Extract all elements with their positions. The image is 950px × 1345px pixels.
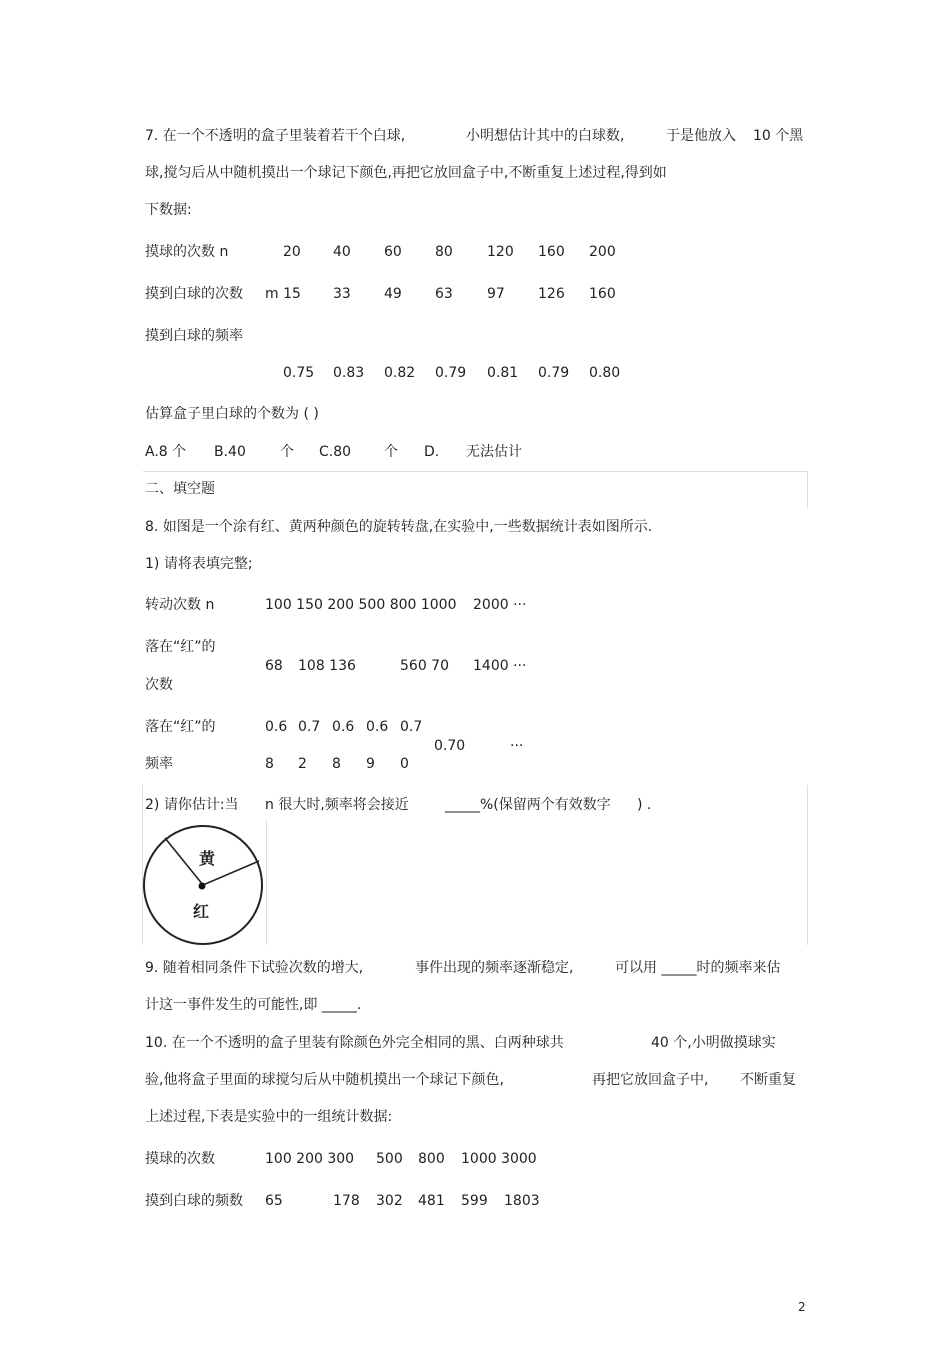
q7-row2-cell: 49 <box>384 286 402 302</box>
q10-row1-cell: 800 <box>418 1151 445 1167</box>
q9-line1-b: 事件出现的频率逐渐稳定, <box>415 960 574 976</box>
q7-option-c: C.80 <box>319 444 352 460</box>
q8-sub2-b: n 很大时,频率将会接近 <box>265 797 409 813</box>
q8-row3-dots: ··· <box>510 738 524 754</box>
q8-row3-bottom: 2 <box>298 756 307 772</box>
q7-row3-label: 摸到白球的频率 <box>145 328 243 344</box>
spinner-figure <box>140 822 266 948</box>
q7-row3-cell: 0.83 <box>333 365 365 381</box>
q8-row3-top: 0.7 <box>400 719 423 735</box>
q8-row2-cell: 68 <box>265 658 283 674</box>
q8-sub1: 1) 请将表填完整; <box>145 556 253 572</box>
q7-row1-cell: 160 <box>538 244 565 260</box>
q7-line1-a: 7. 在一个不透明的盒子里装着若干个白球, <box>145 128 406 144</box>
q8-row2-label-a: 落在“红”的 <box>145 639 216 655</box>
q10-row2-cell: 599 <box>461 1193 488 1209</box>
q8-sub2-a: 2) 请你估计:当 <box>145 797 239 813</box>
q7-line3: 下数据: <box>145 202 192 218</box>
q10-line2-b: 再把它放回盒子中, <box>592 1072 709 1088</box>
q8-row3-mid: 0.70 <box>434 738 466 754</box>
q7-row3-cell: 0.79 <box>435 365 467 381</box>
q8-row2-cell: 1400 ··· <box>473 658 527 674</box>
q10-row1-cell: 1000 3000 <box>461 1151 537 1167</box>
figure-divider-rule <box>266 820 267 945</box>
q8-row3-bottom: 9 <box>366 756 375 772</box>
q10-row2-cell: 481 <box>418 1193 445 1209</box>
section-title: 二、填空题 <box>145 481 215 497</box>
q8-row2-cell: 560 70 <box>400 658 449 674</box>
q7-row3-cell: 0.82 <box>384 365 416 381</box>
section-right-rule <box>807 471 808 508</box>
q7-row3-cell: 0.75 <box>283 365 315 381</box>
q7-row3-cell: 0.80 <box>589 365 621 381</box>
q8-row1-tail: 2000 ··· <box>473 597 527 613</box>
q7-line1-c: 于是他放入 <box>666 128 736 144</box>
q7-line2: 球,搅匀后从中随机摸出一个球记下颜色,再把它放回盒子中,不断重复上述过程,得到如 <box>145 165 667 181</box>
q7-option-c-unit: 个 <box>384 444 398 460</box>
q7-row1-cell: 120 <box>487 244 514 260</box>
q8-row3-top: 0.6 <box>265 719 288 735</box>
q8-row3-top: 0.6 <box>332 719 355 735</box>
q9-line1-a: 9. 随着相同条件下试验次数的增大, <box>145 960 364 976</box>
q8-row2-label-b: 次数 <box>145 677 173 693</box>
q7-row1-cell: 200 <box>589 244 616 260</box>
q9-line1-c: 可以用 _____时的频率来估 <box>615 960 781 976</box>
q7-question: 估算盒子里白球的个数为 ( ) <box>145 406 319 422</box>
q7-option-d-text: 无法估计 <box>466 444 522 460</box>
q8-sub2-d: ) . <box>637 797 652 813</box>
q7-row3-cell: 0.79 <box>538 365 570 381</box>
q10-row1-cell: 500 <box>376 1151 403 1167</box>
q7-row2-label: 摸到白球的次数 <box>145 286 243 302</box>
q8-row1-label: 转动次数 n <box>145 597 215 613</box>
q10-row1-cell: 100 200 300 <box>265 1151 355 1167</box>
q7-row1-cell: 60 <box>384 244 402 260</box>
q8-row3-bottom: 8 <box>265 756 274 772</box>
q8-sub2-c: _____%(保留两个有效数字 <box>445 797 611 813</box>
section-top-rule <box>143 471 808 472</box>
q7-option-d: D. <box>424 444 440 460</box>
q10-row2-cell: 178 <box>333 1193 360 1209</box>
q10-row2-label: 摸到白球的频数 <box>145 1193 243 1209</box>
q8-row3-label-b: 频率 <box>145 756 173 772</box>
spinner-label-red: 红 <box>192 902 210 921</box>
q7-row3-cell: 0.81 <box>487 365 519 381</box>
q7-option-b-unit: 个 <box>280 444 294 460</box>
q8-row3-top: 0.7 <box>298 719 321 735</box>
q7-row2-cell: 63 <box>435 286 453 302</box>
q7-row2-cell: 97 <box>487 286 505 302</box>
q10-line2-c: 不断重复 <box>740 1072 796 1088</box>
figure-right-rule <box>807 785 808 945</box>
spinner-label-yellow: 黄 <box>198 849 216 868</box>
q8-row3-bottom: 0 <box>400 756 409 772</box>
q7-row2-cell: 160 <box>589 286 616 302</box>
q7-option-a: A.8 个 <box>145 444 187 460</box>
q7-line1-d: 10 个黑 <box>753 128 804 144</box>
spinner-center-dot <box>199 883 206 890</box>
q7-row1-cell: 20 <box>283 244 301 260</box>
q10-line3: 上述过程,下表是实验中的一组统计数据: <box>145 1109 393 1125</box>
q10-row2-cell: 1803 <box>504 1193 540 1209</box>
q7-row2-cell: 126 <box>538 286 565 302</box>
q10-line2-a: 验,他将盒子里面的球搅匀后从中随机摸出一个球记下颜色, <box>145 1072 504 1088</box>
q8-row3-top: 0.6 <box>366 719 389 735</box>
q8-row3-bottom: 8 <box>332 756 341 772</box>
q10-line1-b: 40 个,小明做摸球实 <box>651 1035 776 1051</box>
q10-row2-cell: 65 <box>265 1193 283 1209</box>
q8-row1-values: 100 150 200 500 800 1000 <box>265 597 457 613</box>
q7-option-b: B.40 <box>214 444 246 460</box>
q10-row2-cell: 302 <box>376 1193 403 1209</box>
q7-row2-cell: 33 <box>333 286 351 302</box>
q8-row2-cell: 108 136 <box>298 658 356 674</box>
q7-row1-cell: 80 <box>435 244 453 260</box>
q7-row1-label: 摸球的次数 n <box>145 244 229 260</box>
page-number: 2 <box>798 1300 806 1314</box>
q7-row1-cell: 40 <box>333 244 351 260</box>
q8-intro: 8. 如图是一个涂有红、黄两种颜色的旋转转盘,在实验中,一些数据统计表如图所示. <box>145 519 653 535</box>
q9-line2: 计这一事件发生的可能性,即 _____. <box>145 997 362 1013</box>
q10-row1-label: 摸球的次数 <box>145 1151 215 1167</box>
q7-row2-cell: m 15 <box>265 286 301 302</box>
q8-row3-label-a: 落在“红”的 <box>145 719 216 735</box>
q10-line1-a: 10. 在一个不透明的盒子里装有除颜色外完全相同的黑、白两种球共 <box>145 1035 564 1051</box>
q7-line1-b: 小明想估计其中的白球数, <box>466 128 625 144</box>
